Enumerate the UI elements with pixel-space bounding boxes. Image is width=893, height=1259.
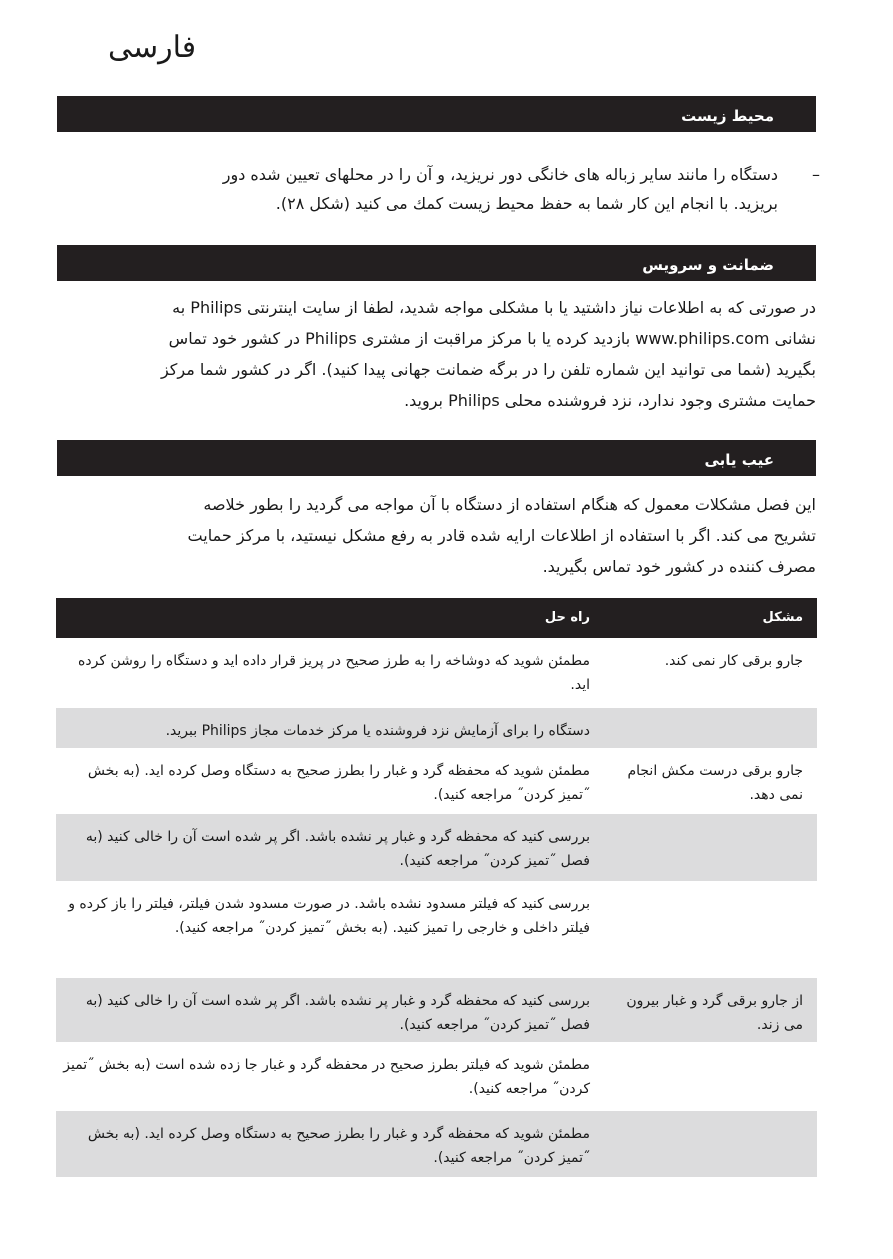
warranty-line-3: بگیرید (شما می توانید این شماره تلفن را در برگه ضمانت جهانی پیدا کنید). اگر در کشور شما مرکز xyxy=(160,360,816,379)
table-row xyxy=(56,748,817,814)
environment-bullet xyxy=(100,160,820,224)
warranty-line-2: نشانی www.philips.com بازدید کرده یا با مرکز مراقبت از مشتری Philips در کشور خود تماس xyxy=(168,329,816,348)
troubleshooting-line-1: این فصل مشکلات معمول که هنگام استفاده از دستگاه با آن مواجه می گردید را بطور خلاصه xyxy=(203,495,816,514)
header-problem: مشکل xyxy=(762,610,803,625)
section-heading-environment: محیط زیست xyxy=(57,96,816,132)
troubleshooting-line-2: تشریح می کند. اگر با استفاده از اطلاعات ارایه شده قادر به رفع مشکل نیستید، با مرکز حمایت xyxy=(187,526,816,545)
warranty-line-4: حمایت مشتری وجود ندارد، نزد فروشنده محلی Philips بروید. xyxy=(404,391,816,410)
table-row xyxy=(56,1111,817,1177)
row-solution: مطمئن شوید که محفظه گرد و غبار را بطرز صحیح به دستگاه وصل کرده اید. (به بخش ˝تمیز کردن˝ مراجعه کنید). xyxy=(87,1126,590,1166)
troubleshooting-paragraph xyxy=(57,489,816,582)
page-title: فارسی xyxy=(108,30,197,65)
row-solution: مطمئن شوید که دوشاخه را به طرز صحیح در پریز قرار داده اید و دستگاه را روشن کرده اید. xyxy=(78,653,590,693)
section-heading-warranty: ضمانت و سرویس xyxy=(57,245,816,281)
environment-bullet-text xyxy=(100,160,778,218)
troubleshooting-line-3: مصرف کننده در کشور خود تماس بگیرید. xyxy=(542,557,816,576)
row-solution: مطمئن شوید که محفظه گرد و غبار را بطرز صحیح به دستگاه وصل کرده اید. (به بخش ˝تمیز کردن˝ مراجعه کنید). xyxy=(87,763,590,803)
table-header xyxy=(56,598,817,638)
environment-line-2: بریزید. با انجام این کار شما به حفظ محیط زیست کمك می کنید (شكل ۲۸). xyxy=(275,194,778,213)
row-solution: بررسی کنید که فیلتر مسدود نشده باشد. در صورت مسدود شدن فیلتر، فیلتر را باز کرده و فیلتر داخلی و خارجی را تمیز کنید. (به بخش ˝تمیز کردن˝ مراجعه کنید). xyxy=(68,896,590,936)
row-solution: دستگاه را برای آزمایش نزد فروشنده یا مرکز خدمات مجاز Philips ببرید. xyxy=(165,723,590,739)
troubleshooting-table xyxy=(56,598,817,1177)
table-row xyxy=(56,881,817,978)
environment-line-1: دستگاه را مانند سایر زباله های خانگی دور نریزید، و آن را در محلهای تعیین شده دور xyxy=(222,165,778,184)
row-problem: از جارو برقی گرد و غبار بیرون می زند. xyxy=(626,993,803,1033)
table-row xyxy=(56,1042,817,1111)
table-row xyxy=(56,978,817,1042)
row-problem: جارو برقی درست مکش انجام نمی دهد. xyxy=(627,763,803,803)
row-problem: جارو برقی کار نمی کند. xyxy=(664,653,803,669)
row-solution: بررسی کنید که محفظه گرد و غبار پر نشده باشد. اگر پر شده است آن را خالی کنید (به فصل ˝تمیز کردن˝ مراجعه کنید). xyxy=(85,829,590,869)
table-row xyxy=(56,708,817,748)
table-row xyxy=(56,814,817,881)
section-heading-troubleshooting: عیب یابی xyxy=(57,440,816,476)
header-solution: راه حل xyxy=(544,610,590,625)
row-solution: بررسی کنید که محفظه گرد و غبار پر نشده باشد. اگر پر شده است آن را خالی کنید (به فصل ˝تمیز کردن˝ مراجعه کنید). xyxy=(85,993,590,1033)
warranty-line-1: در صورتی که به اطلاعات نیاز داشتید یا با مشکلی مواجه شدید، لطفا از سایت اینترنتی Philips به xyxy=(172,298,816,317)
warranty-paragraph xyxy=(57,292,816,416)
table-row xyxy=(56,638,817,708)
bullet-dash: – xyxy=(812,165,820,184)
row-solution: مطمئن شوید که فیلتر بطرز صحیح در محفظه گرد و غبار جا زده شده است (به بخش ˝تمیز کردن˝ مراجعه کنید). xyxy=(63,1057,590,1097)
